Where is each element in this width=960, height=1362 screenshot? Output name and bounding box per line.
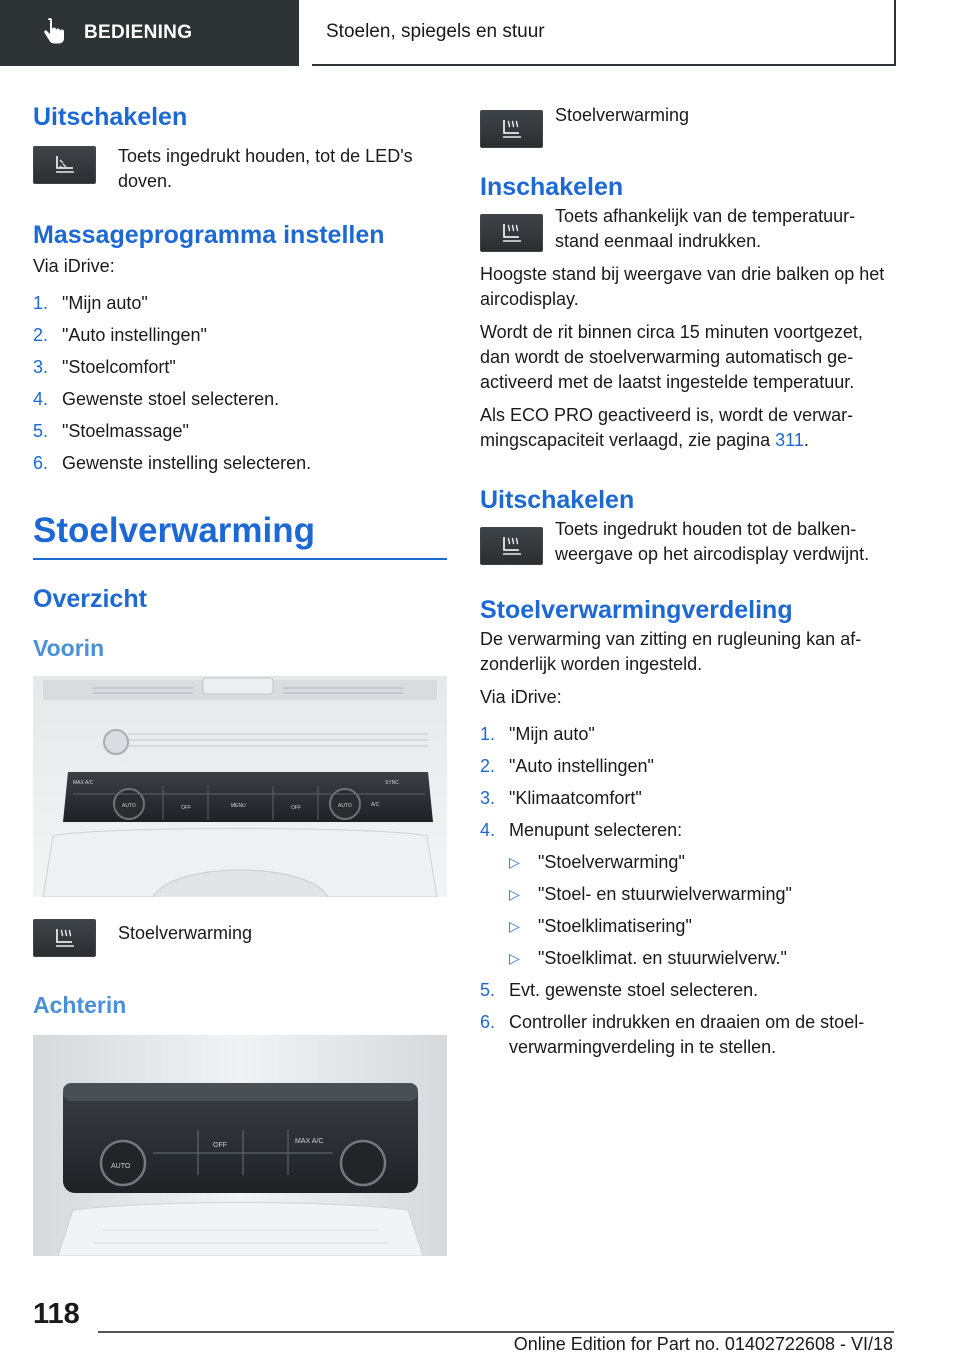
- para-2: Wordt de rit binnen circa 15 minuten voortgezet, dan wordt de stoelverwarming automatisch ge-activeerd met de laatst ingestelde temperatuur.: [480, 322, 863, 392]
- right-off-text: Toets ingedrukt houden tot de balken-weergave op het aircodisplay verdwijnt.: [555, 519, 870, 564]
- front-icon-label: Stoelverwarming: [118, 923, 253, 943]
- massage-intro: Via iDrive:: [33, 256, 115, 276]
- dist-intro: Via iDrive:: [480, 687, 562, 707]
- footer-rule: [98, 1331, 894, 1333]
- right-off-heading: Uitschakelen: [480, 486, 635, 514]
- header-section-tab: [0, 0, 299, 66]
- svg-text:MAX A/C: MAX A/C: [73, 780, 94, 786]
- list-item: 4. Menupunt selecteren:: [480, 820, 683, 840]
- dist-steps: [480, 722, 894, 1060]
- section-title: BEDIENING: [84, 22, 193, 43]
- dist-text: De verwarming van zitting en rugleuning kan af-zonderlijk worden ingesteld.: [480, 629, 862, 674]
- svg-text:OFF: OFF: [291, 805, 301, 811]
- right-column: [480, 100, 894, 1067]
- sub-list-item: ▷ "Stoelverwarming": [509, 852, 685, 872]
- list-item: 2. "Auto instellingen": [480, 756, 654, 776]
- list-item: 6. Gewenste instelling selecteren.: [33, 453, 312, 473]
- overview-heading: Overzicht: [33, 585, 147, 613]
- off-heading: Uitschakelen: [33, 103, 188, 131]
- dist-heading: Stoelverwarmingverdeling: [480, 596, 793, 624]
- seat-heating-icon: [480, 527, 543, 565]
- on-heading: Inschakelen: [480, 173, 624, 201]
- seat-heating-icon: [33, 919, 96, 957]
- svg-text:SYNC: SYNC: [385, 780, 399, 786]
- massage-off-row: [33, 140, 447, 194]
- right-off-row: [480, 517, 894, 567]
- off-text: Toets ingedrukt houden, tot de LED's doven.: [118, 146, 413, 191]
- rear-console-photo: [33, 1035, 447, 1256]
- heading-rule: [33, 558, 447, 560]
- massage-button-icon: [33, 146, 96, 184]
- header-chapter-box: [312, 0, 896, 66]
- list-item: 1. "Mijn auto": [33, 293, 148, 313]
- svg-text:AUTO: AUTO: [111, 1163, 131, 1170]
- page-number: 118: [33, 1298, 80, 1330]
- massage-steps: [33, 291, 447, 476]
- front-heading: Voorin: [33, 635, 105, 661]
- list-item: 5. "Stoelmassage": [33, 421, 189, 441]
- svg-text:A/C: A/C: [371, 802, 380, 808]
- chapter-title: Stoelen, spiegels en stuur: [326, 21, 545, 42]
- main-heading: Stoelverwarming: [33, 511, 316, 550]
- top-icon-label: Stoelverwarming: [555, 105, 690, 125]
- list-item: 4. Gewenste stoel selecteren.: [33, 389, 280, 409]
- top-heating-row: [480, 100, 894, 148]
- page-link[interactable]: 311: [775, 430, 804, 450]
- svg-text:AUTO: AUTO: [122, 803, 136, 809]
- footer-edition: Online Edition for Part no. 01402722608 - VI/18: [513, 1334, 893, 1354]
- rear-heading: Achterin: [33, 992, 127, 1018]
- front-console-photo: [33, 676, 447, 897]
- list-item: 2. "Auto instellingen": [33, 325, 207, 345]
- svg-text:OFF: OFF: [213, 1142, 227, 1149]
- seat-heating-icon: [480, 214, 543, 252]
- left-column: [33, 100, 447, 1256]
- front-heating-row: [33, 909, 447, 957]
- svg-text:OFF: OFF: [181, 805, 191, 811]
- svg-text:AUTO: AUTO: [338, 803, 352, 809]
- on-row: [480, 204, 894, 254]
- sub-list-item: ▷ "Stoelklimatisering": [509, 916, 692, 936]
- massage-heading: Massageprogramma instellen: [33, 221, 385, 249]
- list-item: 3. "Klimaatcomfort": [480, 788, 642, 808]
- list-item: 6. Controller indrukken en draaien om de stoel-verwarmingverdeling in te stellen.: [480, 1012, 865, 1057]
- seat-heating-icon: [480, 110, 543, 148]
- hand-pointer-icon: [38, 17, 70, 49]
- sub-list-item: ▷ "Stoelklimat. en stuurwielverw.": [509, 948, 787, 968]
- list-item: 5. Evt. gewenste stoel selecteren.: [480, 980, 759, 1000]
- list-item: 1. "Mijn auto": [480, 724, 595, 744]
- on-text: Toets afhankelijk van de temperatuur-stand eenmaal indrukken.: [555, 206, 856, 251]
- para-1: Hoogste stand bij weergave van drie balken op het aircodisplay.: [480, 264, 885, 309]
- svg-text:MENU: MENU: [231, 803, 246, 809]
- svg-text:MAX A/C: MAX A/C: [295, 1138, 324, 1145]
- para-3: Als ECO PRO geactiveerd is, wordt de verwar-mingscapaciteit verlaagd, zie pagina 311.: [480, 405, 854, 450]
- list-item: 3. "Stoelcomfort": [33, 357, 176, 377]
- sub-list-item: ▷ "Stoel- en stuurwielverwarming": [509, 884, 792, 904]
